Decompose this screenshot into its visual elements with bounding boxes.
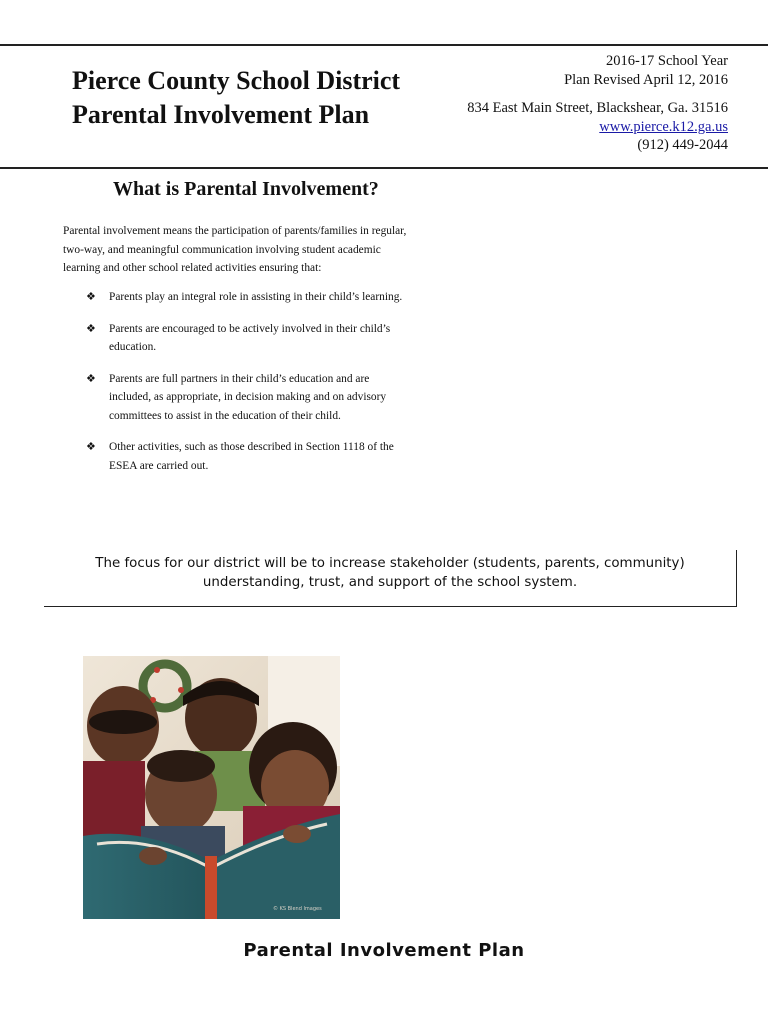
header-divider (0, 167, 768, 169)
title-line-district: Pierce County School District (72, 66, 401, 95)
section-heading: What is Parental Involvement? (113, 178, 379, 200)
footer-title: Parental Involvement Plan (243, 940, 525, 961)
focus-line: The focus for our district will be to increase stakeholder (students, parents, community) (95, 556, 685, 571)
focus-line: understanding, trust, and support of the school system. (202, 575, 578, 590)
revision-date: Plan Revised April 12, 2016 (564, 71, 728, 88)
bullet-list (86, 288, 456, 488)
intro-paragraph (63, 222, 468, 278)
bullet-text: Parents play an integral role in assisting in their child’s learning. (109, 291, 403, 303)
bullet-text: ESEA are carried out. (109, 459, 209, 472)
focus-statement (44, 554, 736, 592)
title-line-plan: Parental Involvement Plan (72, 100, 370, 129)
bullet-text: Other activities, such as those described in Section 1118 of the (109, 441, 394, 453)
diamond-bullet-icon: ❖ (86, 291, 96, 303)
document-title (72, 64, 400, 132)
bullet-text: education. (109, 341, 157, 353)
address: 834 East Main Street, Blackshear, Ga. 31516 (467, 100, 728, 116)
bullet-item (86, 288, 456, 307)
family-reading-photo (83, 656, 340, 919)
bullet-item (86, 320, 456, 357)
top-divider (0, 44, 768, 46)
bullet-text: committees to assist in the education of their child. (109, 409, 341, 422)
intro-line: two-way, and meaningful communication involving student academic (63, 243, 381, 256)
bullet-text: included, as appropriate, in decision making and on advisory (109, 391, 387, 403)
diamond-bullet-icon: ❖ (86, 372, 96, 385)
bullet-item (86, 438, 456, 475)
diamond-bullet-icon: ❖ (86, 322, 96, 335)
bullet-text: Parents are full partners in their child’s education and are (109, 372, 370, 385)
bullet-item (86, 370, 456, 426)
photo-watermark: © KS Blend Images (273, 906, 322, 912)
diamond-bullet-icon: ❖ (86, 441, 96, 453)
intro-line: Parental involvement means the participation of parents/families in regular, (63, 225, 407, 237)
bullet-text: Parents are encouraged to be actively involved in their child’s (109, 322, 391, 335)
phone-number: (912) 449-2044 (637, 137, 728, 153)
website-link[interactable]: www.pierce.k12.ga.us (599, 118, 728, 135)
contact-info (467, 52, 728, 155)
intro-line: learning and other school related activities ensuring that: (63, 262, 322, 274)
school-year: 2016-17 School Year (605, 53, 728, 69)
